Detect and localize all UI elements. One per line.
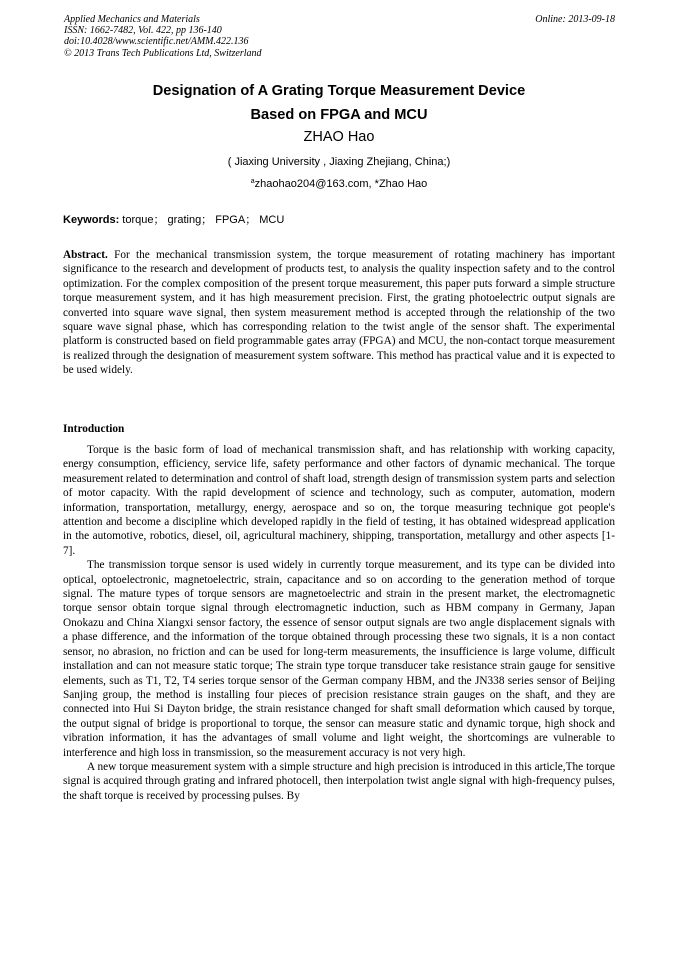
- author-affiliation: ( Jiaxing University , Jiaxing Zhejiang, China;): [227, 156, 451, 168]
- paragraph: Torque is the basic form of load of mechanical transmission shaft, and has relationship with working capacity, energy consumption, efficiency, service life, safety performance and other factors of dynamic mechanical. The torque measurement related to determination and control of shaft load, strength design of transmission system parts and selection of motor capacity. With the rapid development of science and technology, such as computer, automation, modern information, transportation, metallurgy, energy, aerospace and so on, the torque measuring technique got people's attention and become a discipline which developed rapidly in the field of testing, it has obtained widespread application in the automotive, robotics, diesel, oil, agricultural machinery, shipping, transportation, metallurgy and other aspects [1-7].: [63, 444, 615, 557]
- keywords-value: torque； grating； FPGA； MCU: [119, 214, 285, 226]
- journal-name: Applied Mechanics and Materials: [64, 14, 200, 25]
- abstract-text: For the mechanical transmission system, the torque measurement of rotating machinery has important significance to the research and development of products test, to analysis the quality inspection safety and to the control optimization. For the complex composition of the present torque measurement, this paper puts forward a simple structure torque measurement system, and it has high measurement precision. First, the grating photoelectric output signals are converted into square wave signal, then system measurement method is accepted through the relationship of the two square wave signal phase, which has corresponding relation to the twist angle of the sensor shaft. The experimental platform is constructed based on field programmable gates array (FPGA) and MCU, the non-contact torque measurement is realized through the designation of measurement system software. This method has practical value and it is expected to be used widely.: [63, 249, 615, 377]
- keywords-label: Keywords:: [63, 214, 120, 226]
- paper-title-line-2: Based on FPGA and MCU: [250, 107, 428, 123]
- abstract: [63, 248, 615, 378]
- author-name: ZHAO Hao: [303, 129, 375, 145]
- section-heading-introduction: Introduction: [63, 423, 125, 435]
- journal-copyright: © 2013 Trans Tech Publications Ltd, Switzerland: [64, 47, 262, 59]
- paragraph: A new torque measurement system with a simple structure and high precision is introduced in this article,The torque signal is acquired through grating and infrared photocell, then interpolation twist angle signal with high-frequency pulses, the shaft torque is received by processing pulses. By: [63, 760, 615, 802]
- abstract-label: Abstract.: [63, 249, 108, 261]
- journal-header: [64, 14, 262, 59]
- keywords: [63, 213, 284, 227]
- paper-title-line-1: Designation of A Grating Torque Measurement Device: [152, 83, 526, 99]
- introduction-body: [63, 443, 615, 803]
- paragraph: The transmission torque sensor is used widely in currently torque measurement, and its type can be divided into optical, optoelectronic, magnetoelectric, strain, capacitance and so on according to the generation method of torque signal. The mature types of torque sensors are magnetoelectric and strain in the present market, the electromagnetic torque sensor obtain torque signal through electromagnetic induction, such as HBM company in Germany, Japan Onokazu and China Xiangxi sensor factory, the essence of sensor output signals are two angle displacement signals with a phase difference, and the information of the torque obtained through processing these two signals, it is a non contact sensor, no abrasion, no friction and can be used for long-term measurements, the insufficience is large volume, difficult installation and can not measure static torque; The strain type torque transducer take resistance strain gauge for sensitive elements, such as T1, T2, T4 series torque sensor of the German company HBM, and the JN338 series sensor of Beijing Sanjing group, the method is installing four pieces of precision resistance strain gauges on the shaft, and they are connected into Hui Si Dayton bridge, the strain resistance changed for shaft small deformation which caused by torque, the output signal of bridge is proportional to torque, the sensor can measure static and dynamic torque, high shock and vibration information, it has the advantages of small volume and light weight, the shortcomings are vulnerable to interference and high loss in transmission, so the measurement accuracy is not very high.: [63, 559, 615, 759]
- journal-doi: doi:10.4028/www.scientific.net/AMM.422.136: [64, 36, 249, 48]
- online-date: Online: 2013-09-18: [535, 14, 615, 25]
- email-text: zhaohao204@163.com, *Zhao Hao: [254, 178, 428, 190]
- journal-issn: ISSN: 1662-7482, Vol. 422, pp 136-140: [64, 25, 222, 37]
- email-superscript: a: [250, 178, 255, 185]
- author-email: [60, 177, 618, 191]
